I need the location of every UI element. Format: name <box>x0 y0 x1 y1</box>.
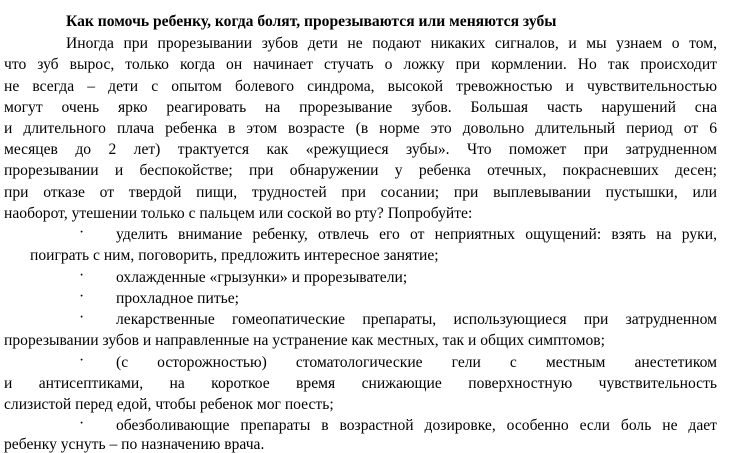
bullet-item-text: обезболивающие препараты в возрастной дозировке, особенно если боль не дает <box>116 417 717 434</box>
bullet-item-continuation: и антисептиками, на короткое время снижающие поверхностную чувствительность <box>4 375 717 392</box>
bullet-item-continuation: прорезывании зубов и направленные на устранение как местных, так и общих симптомов; <box>4 332 605 349</box>
paragraph-line: могут очень ярко реагировать на прорезывание зубов. Большая часть нарушений сна <box>4 99 717 116</box>
bullet-item-text: (с осторожностью) стоматологические гели с местным анестетиком <box>116 354 717 371</box>
bullet-item-text: охлажденные «грызунки» и прорезыватели; <box>116 269 408 286</box>
bullet-item-continuation: поиграть с ним, поговорить, предложить интересное занятие; <box>30 247 439 264</box>
bullet-marker: · <box>79 415 85 432</box>
paragraph-line: при отказе от твердой пищи, трудностей при сосании; при выплевывании пустышки, или <box>4 184 717 201</box>
bullet-item-text: лекарственные гомеопатические препараты, использующиеся при затрудненном <box>116 311 717 328</box>
document-title: Как помочь ребенку, когда болят, прорезываются или меняются зубы <box>66 13 557 30</box>
paragraph-line: что зуб вырос, только когда он начинает стучать о ложку при кормлении. Но так происходит <box>4 56 717 73</box>
paragraph-line: наоборот, утешении только с пальцем или соской во рту? Попробуйте: <box>4 205 473 222</box>
bullet-marker: · <box>79 288 85 305</box>
bullet-marker: · <box>79 352 85 369</box>
bullet-item-text: уделить внимание ребенку, отвлечь его от неприятных ощущений: взять на руки, <box>116 226 717 243</box>
bullet-marker: · <box>79 309 85 326</box>
bullet-item-continuation: слизистой перед едой, чтобы ребенок мог поесть; <box>4 396 334 413</box>
paragraph-line: месяцев до 2 лет) трактуется как «режущиеся зубы». Что поможет при затрудненном <box>4 141 717 158</box>
paragraph-line: не всегда – дети с опытом болевого синдрома, высокой тревожностью и чувствительностью <box>4 78 717 95</box>
bullet-marker: · <box>79 224 85 241</box>
paragraph-line: и длительного плача ребенка в этом возрасте (в норме это довольно длительный период от 6 <box>4 120 717 137</box>
bullet-item-continuation: ребенку уснуть – по назначению врача. <box>4 436 265 453</box>
paragraph-line: Иногда при прорезывании зубов дети не подают никаких сигналов, и мы узнаем о том, <box>66 35 717 52</box>
paragraph-line: прорезывании и беспокойстве; при обнаружении у ребенка отечных, покрасневших десен; <box>4 162 717 179</box>
bullet-marker: · <box>79 267 85 284</box>
bullet-item-text: прохладное питье; <box>116 290 240 307</box>
